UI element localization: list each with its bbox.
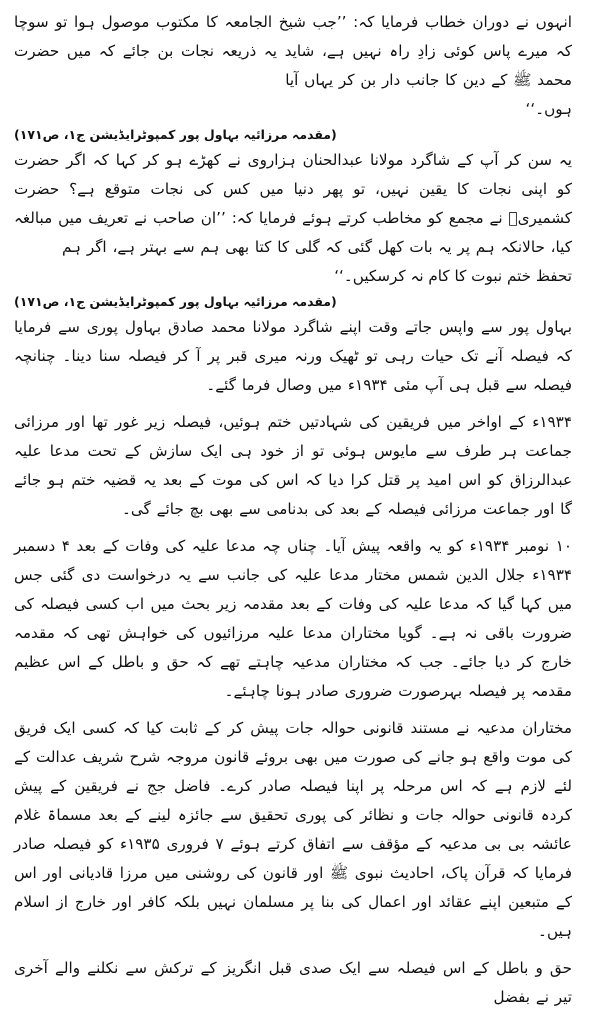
p2-last-row [14, 262, 572, 313]
p6-line-1: مختاران مدعیہ نے مستند قانونی حوالہ جات پیش کر کے ثابت کیا کہ کسی ایک فریق کی موت واقع [14, 719, 572, 766]
p6-line-3: فیصلہ صادر کرے۔ فاضل جج نے فریقین کے پیش کردہ قانونی حوالہ جات و نظائر کی پوری تحقیق سے جائزہ لینے [14, 777, 572, 824]
p2-line-4: تحفظ ختم نبوت کا کام نہ کرسکیں۔‘‘ [334, 267, 572, 285]
p6-line-2: ہو جانے کی صورت میں بھی بروئے قانون مروجہ شرح شریف عدالت کے لئے لازم ہے کہ اس مرحلہ پر اپنا [13, 748, 572, 795]
paragraph-7 [14, 954, 572, 1012]
p3-line-1: بہاول پور سے واپس جاتے وقت اپنے شاگرد مولانا محمد صادق بہاول پوری سے فرمایا کہ فیصلہ [14, 318, 573, 365]
paragraph-3 [14, 313, 572, 400]
paragraph-1 [14, 8, 572, 95]
p4-line-1: ۱۹۳۴ء کے اواخر میں فریقین کی شہادتیں ختم ہوئیں، فیصلہ زیر غور تھا اور مرزائی جماعت ہر طرف [14, 413, 573, 460]
p6-line-4: کے بعد مسماۃ غلام عائشہ بی بی مدعیہ کے مؤقف سے اتفاق کرتے ہوئے ۷ فروری ۱۹۳۵ء کو فیصلہ صادر فرمایا [14, 806, 572, 882]
p6-line-6: اعمال کی بنا پر مسلمان نہیں بلکہ کافر اور خارج از اسلام ہیں۔ [14, 893, 572, 940]
p2-reference: (مقدمہ مرزائیہ بہاول پور کمپوٹرایڈیشن ج۱، ص۱۷۱) [14, 294, 337, 309]
p3-line-3: میں وصال فرما گئے۔ [206, 376, 343, 394]
p1-line-2: نہیں ہے، شاید یہ ذریعہ نجات بن جائے کہ میں حضرت محمد ﷺ کے دین کا جانب دار بن کر یہاں آیا [14, 42, 572, 89]
p2-line-2: یقین نہیں، تو پھر دنیا میں کس کی نجات متوقع ہے؟ حضرت کشمیریؒ نے مجمع کو مخاطب کرتے ہوئے فرمایا کہ: [14, 180, 573, 227]
p7-line-1: حق و باطل کے اس فیصلہ سے ایک صدی قبل انگریز کے ترکش سے نکلنے والے آخری تیر نے بفضل [14, 959, 572, 1006]
paragraph-2 [14, 146, 572, 262]
paragraph-5 [14, 532, 572, 706]
p5-line-2: شمس مختار مدعا علیہ کی جانب سے یہ درخواست دی گئی جس میں کہا گیا کہ مدعا علیہ کی وفات کے بعد مقدمہ زیر [14, 566, 572, 613]
p1-line-3: ہوں۔‘‘ [525, 100, 572, 118]
p4-line-3: موت کے بعد یہ قضیہ ختم ہو جائے گا اور جماعت مرزائی فیصلہ کے بعد کی بدنامی سے بھی بچ جائے گی۔ [14, 471, 572, 518]
paragraph-6 [14, 714, 572, 946]
p1-line-1: انہوں نے دوران خطاب فرمایا کہ: ’’جب شیخ الجامعہ کا مکتوب موصول ہوا تو سوچا کہ میرے پاس کوئی زادِ راہ [14, 13, 573, 60]
p1-last-row [14, 95, 572, 124]
p1-reference: (مقدمہ مرزائیہ بہاول پور کمپوٹرایڈیشن ج۱، ص۱۷۱) [14, 127, 337, 142]
p5-line-5: صادر ہونا چاہئے۔ [224, 682, 339, 700]
paragraph-4 [14, 408, 572, 524]
p3-line-2: آنے تک حیات رہی تو ٹھیک ورنہ میری قبر پر آ کر فیصلہ سنا دینا۔ چنانچہ فیصلہ سے قبل ہی آپ مئی ۱۹۳۴ء [14, 347, 572, 394]
p5-line-3: بحث میں اب کسی فیصلہ کی ضرورت باقی نہ ہے۔ گویا مختاران مدعا علیہ مرزائیوں کی خواہش تھی کہ مقدمہ خارج [14, 595, 572, 671]
p6-line-5: کہ قرآن پاک، احادیث نبوی ﷺ اور قانون کی روشنی میں مرزا قادیانی اور اس کے متبعین اپنے عقائد اور [14, 864, 572, 911]
p4-line-2: سے مایوس ہوئی تو از خود ہی ایک سازش کے تحت مدعا علیہ عبدالرزاق کو اس امید پر قتل کرا دیا کہ اس کی [14, 442, 573, 489]
p5-line-4: کر دیا جائے۔ جب کہ مختاران مدعیہ چاہتے تھے کہ حق و باطل کے اس عظیم مقدمہ پر فیصلہ بہرصورت ضروری [14, 653, 572, 700]
p2-line-3: ’’ان صاحب نے تعریف میں مبالغہ کیا، حالانکہ ہم پر یہ بات کھل گئی کہ گلی کا کتا بھی ہم سے بہتر ہے، اگر ہم [14, 209, 572, 256]
p2-line-1: یہ سن کر آپ کے شاگرد مولانا عبدالحنان ہزاروی نے کھڑے ہو کر کہا کہ اگر حضرت کو اپنی نجات کا [14, 151, 573, 198]
p5-line-1: ۱۰ نومبر ۱۹۳۴ء کو یہ واقعہ پیش آیا۔ چناں چہ مدعا علیہ کی وفات کے بعد ۴ دسمبر ۱۹۳۴ء جلال الدین [14, 537, 573, 584]
